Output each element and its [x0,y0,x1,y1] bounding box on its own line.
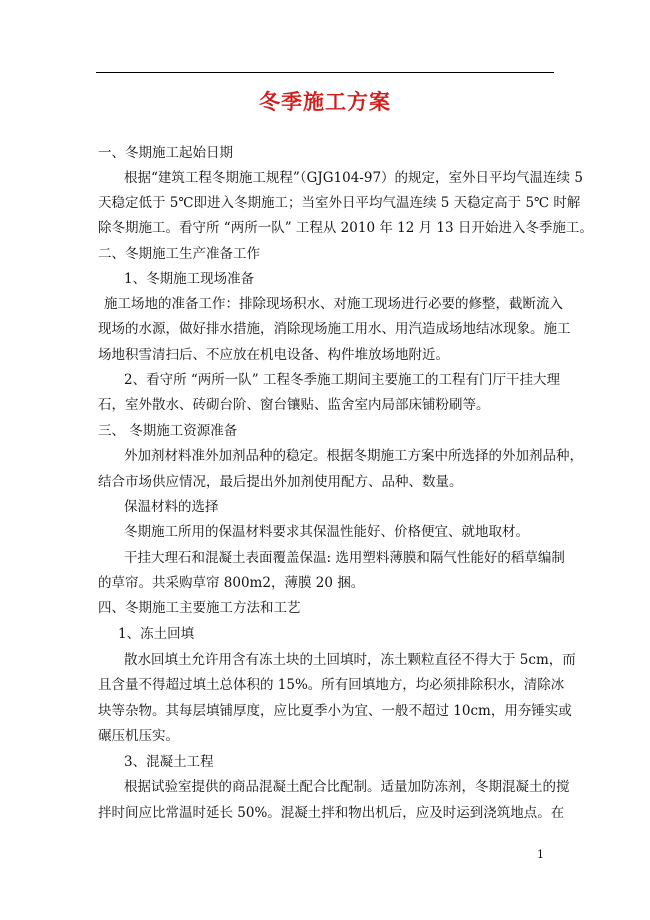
page-number: 1 [537,848,544,861]
paragraph-line: 场地积雪清扫后、不应放在机电设备、构件堆放场地附近。 [98,347,449,363]
paragraph-line: 现场的水源，做好排水措施，消除现场施工用水、用汽造成场地结冰现象。施工 [98,321,571,337]
paragraph-line: 除冬期施工。看守所 “两所一队” 工程从 2010 年 12 月 13 日开始进入冬季施工。 [98,220,593,236]
paragraph-line: 散水回填土允许用含有冻土块的土回填时，冻土颗粒直径不得大于 5cm，而 [124,652,576,668]
paragraph-line: 拌时间应比常温时延长 50%。混凝土拌和物出机后，应及时运到浇筑地点。在 [98,805,565,821]
paragraph-line: 根据“建筑工程冬期施工规程”（GJG104-97）的规定，室外日平均气温连续 5 [124,170,583,186]
paragraph-line: 且含量不得超过填土总体积的 15%。所有回填地方，均必须排除积水，清除冰 [98,677,565,693]
paragraph-line: 2、看守所 “两所一队” 工程冬季施工期间主要施工的工程有门厅干挂大理 [124,372,560,388]
section-heading: 四、冬期施工主要施工方法和工艺 [98,600,301,616]
section-heading: 一、冬期施工起始日期 [98,145,233,161]
section-heading: 三、 冬期施工资源准备 [98,423,238,439]
paragraph-line: 的草帘。共采购草帘 800m2，薄膜 20 捆。 [98,575,365,591]
document-title: 冬季施工方案 [259,89,391,114]
subsection-heading: 1、冻土回填 [118,626,195,642]
paragraph-line: 块等杂物。其每层填铺厚度，应比夏季小为宜、一般不超过 10cm，用夯锤实或 [98,703,572,719]
paragraph-line: 天稳定低于 5℃即进入冬期施工；当室外日平均气温连续 5 天稳定高于 5℃ 时解 [98,195,581,211]
header-rule [96,72,554,73]
subsection-heading: 1、冬期施工现场准备 [124,271,255,287]
paragraph-line: 施工场地的准备工作：排除现场积水、对施工现场进行必要的修整，截断流入 [104,296,563,312]
paragraph-line: 碾压机压实。 [98,728,179,744]
subsection-heading: 3、混凝土工程 [124,754,214,770]
subsection-heading: 保温材料的选择 [124,499,219,515]
paragraph-line: 石，室外散水、砖砌台阶、窗台镶贴、监舍室内局部床铺粉刷等。 [98,397,490,413]
paragraph-line: 结合市场供应情况，最后提出外加剂使用配方、品种、数量。 [98,474,463,490]
paragraph-line: 根据试验室提供的商品混凝土配合比配制。适量加防冻剂，冬期混凝土的搅 [124,779,570,795]
section-heading: 二、冬期施工生产准备工作 [98,246,260,262]
paragraph-line: 外加剂材料准外加剂品种的稳定。根据冬期施工方案中所选择的外加剂品种， [124,448,583,464]
paragraph-line: 冬期施工所用的保温材料要求其保温性能好、价格便宜、就地取材。 [124,524,529,540]
paragraph-line: 干挂大理石和混凝土表面覆盖保温: 选用塑料薄膜和隔气性能好的稻草编制 [124,550,565,566]
